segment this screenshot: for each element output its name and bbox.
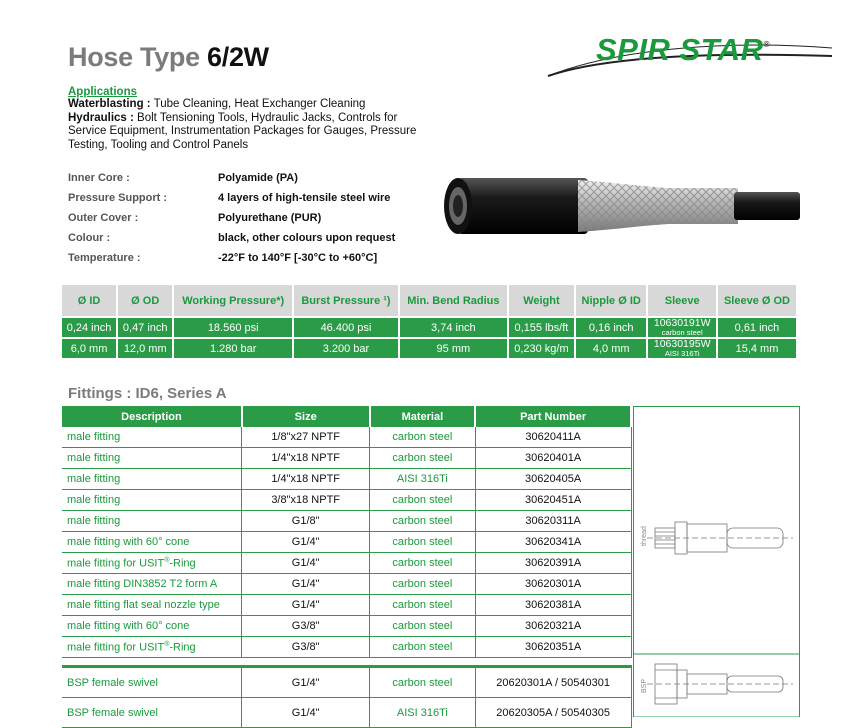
table-row bbox=[62, 448, 631, 469]
spec-label-outer-cover: Outer Cover : bbox=[68, 212, 139, 224]
dimensions-table bbox=[62, 285, 798, 358]
col-header-sleeve: Sleeve bbox=[647, 285, 717, 317]
col-header-sleeve-od: Sleeve Ø OD bbox=[717, 285, 797, 317]
col-header-nipple: Nipple Ø ID bbox=[575, 285, 647, 317]
spec-label-temperature: Temperature : bbox=[68, 252, 141, 264]
cell-sleeve: 10630195W AISI 316Ti bbox=[647, 338, 717, 358]
fittings-title: Fittings : ID6, Series A bbox=[68, 385, 227, 402]
title-prefix: Hose Type bbox=[68, 42, 200, 72]
col-header-material: Material bbox=[370, 406, 476, 427]
fitting-size: G1/4" bbox=[242, 667, 370, 698]
fitting-material: carbon steel bbox=[370, 490, 476, 511]
cell-id: 6,0 mm bbox=[62, 338, 117, 358]
spec-value-temperature: -22°F to 140°F [-30°C to +60°C] bbox=[218, 252, 378, 264]
fitting-material: carbon steel bbox=[370, 553, 476, 574]
fitting-part-number: 30620411A bbox=[475, 427, 631, 448]
cell-nipple: 4,0 mm bbox=[575, 338, 647, 358]
spec-value-outer-cover: Polyurethane (PUR) bbox=[218, 212, 322, 224]
cell-od: 12,0 mm bbox=[117, 338, 173, 358]
fitting-part-number: 20620305A / 50540305 bbox=[475, 698, 631, 728]
fitting-part-number: 30620311A bbox=[475, 511, 631, 532]
fitting-description: male fitting bbox=[62, 448, 242, 469]
application-line: Hydraulics : Bolt Tensioning Tools, Hydraulic Jacks, Controls for Service Equipment, Instrumentation Packages for Gauges, Pressure Testing, Tooling and Control Panels bbox=[68, 111, 417, 151]
fitting-part-number: 30620405A bbox=[475, 469, 631, 490]
fitting-part-number: 30620401A bbox=[475, 448, 631, 469]
fitting-size: G3/8" bbox=[242, 616, 370, 637]
applications-heading: Applications bbox=[68, 86, 138, 98]
fitting-material: carbon steel bbox=[370, 595, 476, 616]
page-title bbox=[68, 42, 269, 73]
table-row bbox=[62, 511, 631, 532]
table-row bbox=[62, 698, 631, 728]
fitting-description: male fitting with 60° cone bbox=[62, 616, 242, 637]
col-header-part-number: Part Number bbox=[475, 406, 631, 427]
table-row bbox=[62, 616, 631, 637]
applications-text bbox=[68, 98, 428, 152]
fitting-size: G1/4" bbox=[242, 532, 370, 553]
col-header-size: Size bbox=[242, 406, 370, 427]
cell-nipple: 0,16 inch bbox=[575, 317, 647, 338]
col-header-od: Ø OD bbox=[117, 285, 173, 317]
cell-bend-radius: 3,74 inch bbox=[399, 317, 508, 338]
section-divider bbox=[62, 658, 631, 667]
fitting-size: 1/4"x18 NPTF bbox=[242, 469, 370, 490]
fitting-size: G1/8" bbox=[242, 511, 370, 532]
spec-label-colour: Colour : bbox=[68, 232, 111, 244]
table-row bbox=[62, 427, 631, 448]
thread-label: thread bbox=[641, 526, 648, 546]
logo-text: SPIR STAR® bbox=[596, 32, 770, 67]
fitting-size: G1/4" bbox=[242, 595, 370, 616]
fitting-material: carbon steel bbox=[370, 667, 476, 698]
cell-weight: 0,230 kg/m bbox=[508, 338, 575, 358]
fitting-part-number: 20620301A / 50540301 bbox=[475, 667, 631, 698]
fitting-size: G3/8" bbox=[242, 637, 370, 658]
table-row bbox=[62, 595, 631, 616]
fitting-size: 1/8"x27 NPTF bbox=[242, 427, 370, 448]
cell-weight: 0,155 lbs/ft bbox=[508, 317, 575, 338]
spec-value-pressure-support: 4 layers of high-tensile steel wire bbox=[218, 192, 391, 204]
cell-working-pressure: 1.280 bar bbox=[173, 338, 293, 358]
table-row bbox=[62, 317, 797, 338]
fitting-description: male fitting for USIT®-Ring bbox=[62, 637, 242, 658]
fitting-description: BSP female swivel bbox=[62, 698, 242, 728]
table-row bbox=[62, 574, 631, 595]
bsp-label: BSP bbox=[641, 678, 648, 693]
cell-bend-radius: 95 mm bbox=[399, 338, 508, 358]
cell-sleeve-od: 15,4 mm bbox=[717, 338, 797, 358]
fitting-material: carbon steel bbox=[370, 427, 476, 448]
fittings-section bbox=[62, 406, 800, 717]
fitting-part-number: 30620341A bbox=[475, 532, 631, 553]
fitting-description: male fitting for USIT®-Ring bbox=[62, 553, 242, 574]
fitting-part-number: 30620301A bbox=[475, 574, 631, 595]
fitting-size: 3/8"x18 NPTF bbox=[242, 490, 370, 511]
fitting-material: carbon steel bbox=[370, 532, 476, 553]
cell-working-pressure: 18.560 psi bbox=[173, 317, 293, 338]
fitting-material: carbon steel bbox=[370, 616, 476, 637]
col-header-id: Ø ID bbox=[62, 285, 117, 317]
table-row bbox=[62, 667, 631, 698]
col-header-bend-radius: Min. Bend Radius bbox=[399, 285, 508, 317]
cell-burst-pressure: 3.200 bar bbox=[293, 338, 399, 358]
cell-od: 0,47 inch bbox=[117, 317, 173, 338]
hose-image bbox=[438, 172, 804, 242]
cell-sleeve: 10630191W carbon steel bbox=[647, 317, 717, 338]
fitting-material: AISI 316Ti bbox=[370, 469, 476, 490]
registered-mark: ® bbox=[763, 40, 770, 49]
fitting-description: male fitting bbox=[62, 469, 242, 490]
fitting-material: carbon steel bbox=[370, 448, 476, 469]
fitting-description: male fitting bbox=[62, 427, 242, 448]
col-header-working-pressure: Working Pressure*) bbox=[173, 285, 293, 317]
application-line: Waterblasting : Tube Cleaning, Heat Exchanger Cleaning bbox=[68, 98, 366, 110]
fitting-description: BSP female swivel bbox=[62, 667, 242, 698]
cell-burst-pressure: 46.400 psi bbox=[293, 317, 399, 338]
table-row bbox=[62, 553, 631, 574]
fitting-description: male fitting bbox=[62, 490, 242, 511]
fitting-description: male fitting with 60° cone bbox=[62, 532, 242, 553]
fitting-size: G1/4" bbox=[242, 574, 370, 595]
table-row bbox=[62, 469, 631, 490]
fittings-table bbox=[62, 406, 632, 728]
fitting-size: G1/4" bbox=[242, 553, 370, 574]
spec-value-colour: black, other colours upon request bbox=[218, 232, 396, 244]
brand-logo bbox=[540, 18, 840, 88]
fitting-material: carbon steel bbox=[370, 637, 476, 658]
swivel-fitting-drawing-icon bbox=[647, 664, 793, 704]
cell-sleeve-od: 0,61 inch bbox=[717, 317, 797, 338]
table-row bbox=[62, 637, 631, 658]
male-fitting-drawing-icon bbox=[647, 522, 793, 554]
table-row bbox=[62, 338, 797, 358]
fitting-description: male fitting DIN3852 T2 form A bbox=[62, 574, 242, 595]
spec-label-inner-core: Inner Core : bbox=[68, 172, 130, 184]
fitting-material: carbon steel bbox=[370, 511, 476, 532]
fitting-material: AISI 316Ti bbox=[370, 698, 476, 728]
fitting-part-number: 30620321A bbox=[475, 616, 631, 637]
fitting-description: male fitting bbox=[62, 511, 242, 532]
spec-label-pressure-support: Pressure Support : bbox=[68, 192, 168, 204]
fitting-part-number: 30620351A bbox=[475, 637, 631, 658]
fitting-part-number: 30620381A bbox=[475, 595, 631, 616]
cell-id: 0,24 inch bbox=[62, 317, 117, 338]
col-header-description: Description bbox=[62, 406, 242, 427]
fitting-drawings bbox=[633, 406, 800, 717]
fitting-part-number: 30620391A bbox=[475, 553, 631, 574]
table-row bbox=[62, 532, 631, 553]
title-model: 6/2W bbox=[207, 42, 269, 72]
fitting-part-number: 30620451A bbox=[475, 490, 631, 511]
table-row bbox=[62, 490, 631, 511]
col-header-weight: Weight bbox=[508, 285, 575, 317]
fitting-size: G1/4" bbox=[242, 698, 370, 728]
fitting-size: 1/4"x18 NPTF bbox=[242, 448, 370, 469]
spec-value-inner-core: Polyamide (PA) bbox=[218, 172, 298, 184]
col-header-burst-pressure: Burst Pressure ¹) bbox=[293, 285, 399, 317]
fitting-material: carbon steel bbox=[370, 574, 476, 595]
fitting-description: male fitting flat seal nozzle type bbox=[62, 595, 242, 616]
